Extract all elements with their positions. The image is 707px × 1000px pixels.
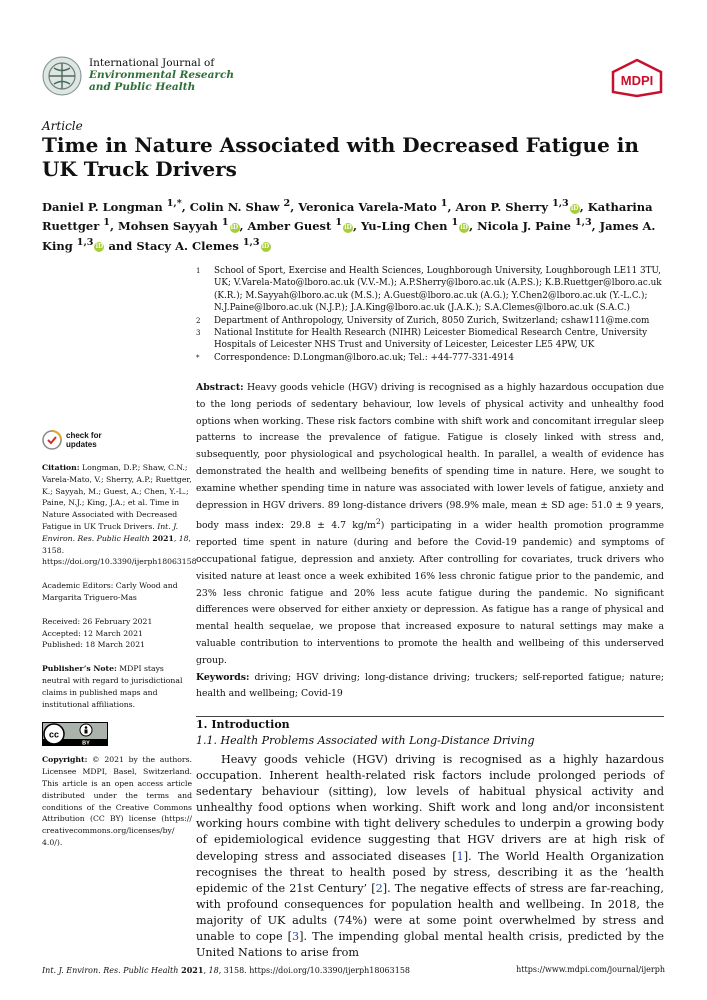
orcid-icon[interactable]: iD bbox=[95, 243, 104, 251]
affiliation-number: * bbox=[196, 353, 200, 362]
citation-text: Longman, D.P.; Shaw, C.N.; Varela-Mato, V.; Sherry, A.P.; Ruettger, K.; Sayyah, M.; Guest, A.; Chen, Y.-L.; Paine, N.J.; King, J.A.; et al. Time in Nature Associated with Decreased Fatigue in UK Truck Drivers. bbox=[42, 463, 192, 531]
citation-volume: , 18 bbox=[173, 533, 189, 543]
accepted-date: Accepted: 12 March 2021 bbox=[42, 628, 143, 638]
article-title: Time in Nature Associated with Decreased Fatigue in UK Truck Drivers bbox=[42, 133, 639, 181]
author-affiliation-mark: 1 bbox=[103, 217, 110, 229]
citation-label: Citation: bbox=[42, 463, 80, 472]
journal-name-line3: and Public Health bbox=[89, 81, 196, 93]
footer-volume: , 18 bbox=[203, 966, 219, 975]
cc-by-license-icon[interactable] bbox=[42, 722, 108, 746]
section-title: 1. Introduction bbox=[196, 718, 290, 731]
author-separator: and bbox=[104, 238, 137, 253]
affiliation-item bbox=[196, 352, 674, 364]
journal-name-line1: International Journal of bbox=[89, 57, 215, 69]
intro-text-2: ]. The World Health Organization recognises the threat to health posed by stress, describing it as the ‘health epidemic of the 21st Century’ [ bbox=[196, 849, 664, 895]
abstract-text-2: ) participating in a wider health promotion programme reported time spent in nature (during and before the Covid-19 pandemic) and symptoms of occupational fatigue, depression and anxiety. After controlling for covariates, truck drivers who visited nature at least once a week exhibited 16% less chronic fatigue prior to the pandemic, and 23% less chronic fatigue and 20% less acute fatigue during the pandemic. No significant differences were observed for either anxiety or depression. As fatigue has a range of physical and mental health sequelae, we propose that increased exposure to natural settings may make a valuable contribution to interventions to promote the health and wellbeing of this underserved group. bbox=[196, 520, 665, 666]
published-date: Published: 18 March 2021 bbox=[42, 640, 145, 650]
author-separator: , bbox=[469, 219, 478, 234]
author-affiliation-mark: 1 bbox=[440, 198, 448, 209]
body-section bbox=[196, 717, 664, 961]
journal-logo-icon bbox=[42, 56, 82, 96]
cc-badge-label: cc bbox=[48, 729, 60, 740]
author-separator: , bbox=[591, 219, 600, 234]
orcid-icon[interactable]: iD bbox=[261, 243, 270, 251]
received-date: Received: 26 February 2021 bbox=[42, 616, 153, 626]
author-affiliation-mark: 1,3 bbox=[552, 198, 569, 209]
affiliation-item bbox=[196, 327, 674, 352]
citation-year: 2021 bbox=[149, 533, 174, 543]
abstract bbox=[196, 380, 664, 670]
orcid-icon[interactable]: iD bbox=[570, 204, 579, 212]
subsection-title: 1.1. Health Problems Associated with Long-Distance Driving bbox=[196, 734, 535, 747]
check-updates-line1: check for bbox=[66, 431, 102, 440]
check-updates-line2: updates bbox=[66, 440, 97, 449]
footer-journal: Int. J. Environ. Res. Public Health bbox=[42, 966, 179, 975]
author-separator: , bbox=[447, 199, 456, 214]
author-affiliation-mark: 1,* bbox=[166, 198, 182, 209]
abstract-section bbox=[196, 380, 664, 731]
intro-text-1: Heavy goods vehicle (HGV) driving is recognised as a highly hazardous occupation. Inherent health-related risk factors include prolonged periods of sedentary behaviour (sitting), low levels of habitual physical activity and unhealthy food options when working. Shift work and long and/or inconsistent working hours combine with tight delivery schedules to underpin a growing body of epidemiological evidence suggesting that HGV drivers are at high risk of developing stress and associated diseases [ bbox=[196, 753, 664, 863]
abstract-superscript: 2 bbox=[375, 517, 381, 527]
check-for-updates-button[interactable] bbox=[42, 430, 192, 450]
footer-year: 2021 bbox=[178, 965, 204, 975]
mdpi-logo-text: MDPI bbox=[620, 73, 654, 88]
author-list bbox=[42, 196, 662, 254]
affiliation-number: 3 bbox=[196, 329, 201, 338]
journal-name-line2: Environmental Research bbox=[89, 69, 234, 81]
author-separator: , bbox=[239, 219, 248, 234]
author-affiliation-mark: 1 bbox=[221, 217, 229, 229]
abstract-text-1: Heavy goods vehicle (HGV) driving is recognised as a highly hazardous occupation due to the long periods of sedentary behaviour, low levels of physical activity and unhealthy food options when working. These risk factors combine with shift work and concomitant irregular sleep patterns to increase the prevalence of fatigue. Fatigue is closely linked with stress and, subsequently, poor physiological and psychological health. In parallel, a wealth of evidence has demonstrated the health and wellbeing benefits of spending time in nature. Here, we sought to examine whether spending time in nature was associated with lower levels of fatigue, anxiety and depression in HGV drivers. 89 long-distance drivers (98.9% male, mean ± SD age: 51.0 ± 9 years, body mass index: 29.8 ± 4.7 kg/m bbox=[196, 382, 664, 532]
reference-link-3[interactable]: 3 bbox=[292, 930, 300, 944]
affiliation-item bbox=[196, 315, 674, 327]
dates-block bbox=[42, 616, 192, 651]
citation-doi[interactable]: , 3158. https://doi.org/10.3390/ijerph18063158 bbox=[42, 533, 197, 567]
journal-name bbox=[89, 57, 234, 93]
sidebar bbox=[42, 430, 197, 861]
author-name: Colin N. Shaw bbox=[189, 199, 280, 214]
author-affiliation-mark: 1 bbox=[451, 217, 459, 229]
affiliations bbox=[196, 265, 674, 364]
footer-citation bbox=[42, 965, 410, 975]
author-affiliation-mark: 1,3 bbox=[242, 236, 260, 248]
author-name: Mohsen Sayyah bbox=[117, 219, 218, 234]
keywords-text: driving; HGV driving; long-distance driving; truckers; self-reported fatigue; nature; health and wellbeing; Covid-19 bbox=[196, 671, 664, 700]
author-name: Stacy A. Clemes bbox=[136, 238, 239, 253]
copyright-label: Copyright: bbox=[42, 755, 88, 765]
author-separator: , bbox=[579, 199, 588, 214]
affiliation-number: 2 bbox=[196, 316, 201, 325]
copyright-block bbox=[42, 754, 192, 848]
mdpi-logo bbox=[609, 58, 665, 98]
affiliation-text: Department of Anthropology, University of Zurich, 8050 Zurich, Switzerland; cshaw111@me.com bbox=[214, 315, 650, 326]
author-affiliation-mark: 2 bbox=[283, 198, 291, 209]
cc-badge-by: BY bbox=[82, 740, 90, 747]
check-updates-icon bbox=[42, 430, 62, 450]
citation-block bbox=[42, 462, 197, 568]
keywords-label: Keywords: bbox=[196, 671, 250, 683]
intro-text-3: ]. The negative effects of stress are far-reaching, with profound consequences for population health and wellbeing. In 2018, the majority of UK adults (74%) were at some point overwhelmed by stress and unable to cope [ bbox=[196, 881, 664, 944]
author-name: Yu-Ling Chen bbox=[361, 219, 448, 234]
author-separator: , bbox=[290, 199, 299, 214]
author-name: Katharina Ruettger bbox=[42, 199, 653, 234]
footer-journal-url[interactable]: https://www.mdpi.com/journal/ijerph bbox=[516, 965, 665, 974]
abstract-label: Abstract: bbox=[196, 382, 244, 393]
article-type: Article bbox=[42, 119, 83, 133]
affiliation-item bbox=[196, 265, 674, 315]
author-name: Aron P. Sherry bbox=[455, 199, 549, 214]
reference-link-2[interactable]: 2 bbox=[375, 881, 383, 895]
academic-editors: Academic Editors: Carly Wood and Margarita Triguero-Mas bbox=[42, 581, 178, 602]
author-separator: , bbox=[109, 219, 118, 234]
reference-link-1[interactable]: 1 bbox=[456, 849, 464, 863]
publisher-note-text: MDPI stays neutral with regard to jurisdictional claims in published maps and institutional affiliations. bbox=[42, 664, 183, 709]
affiliation-text: School of Sport, Exercise and Health Sciences, Loughborough University, Loughborough LE11 3TU, UK; V.Varela-Mato@lboro.ac.uk (V.V.-M.); A.P.Sherry@lboro.ac.uk (A.P.S.); K.B.Ruettger@lboro.ac.uk (K.R.); M.Sayyah@lboro.ac.uk (M.S.); A.Guest@lboro.ac.uk (A.G.); Y.Chen2@lboro.ac.uk (Y.-L.C.); N.J.Paine@lboro.ac.uk (N.J.P.); J.A.King@lboro.ac.uk (J.A.K.); S.A.Clemes@lboro.ac.uk (S.A.C.) bbox=[214, 266, 662, 314]
publisher-note bbox=[42, 663, 192, 710]
author-name: Amber Guest bbox=[247, 219, 332, 234]
intro-text-4: ]. The impending global mental health crisis, predicted by the United Nations to arise from bbox=[196, 930, 664, 960]
author-separator: , bbox=[181, 199, 190, 214]
author-affiliation-mark: 1,3 bbox=[574, 217, 592, 229]
orcid-icon[interactable]: iD bbox=[344, 224, 352, 232]
footer-doi[interactable]: , 3158. https://doi.org/10.3390/ijerph18063158 bbox=[218, 966, 411, 975]
author-name: Nicola J. Paine bbox=[477, 219, 571, 234]
author-affiliation-mark: 1 bbox=[335, 217, 343, 229]
author-name: Veronica Varela-Mato bbox=[298, 199, 437, 214]
orcid-icon[interactable]: iD bbox=[230, 224, 239, 232]
publisher-note-label: Publisher’s Note: bbox=[42, 664, 117, 674]
affiliation-text: Correspondence: D.Longman@lboro.ac.uk; Tel.: +44-777-331-4914 bbox=[214, 352, 514, 363]
copyright-text: © 2021 by the authors. Licensee MDPI, Basel, Switzerland. This article is an open access article distributed under the terms and conditions of the Creative Commons Attribution (CC BY) license (https:// creativecommons.org/licenses/by/ 4.0/). bbox=[42, 755, 192, 847]
author-name: James A. King bbox=[42, 219, 656, 253]
intro-paragraph bbox=[196, 752, 664, 961]
author-affiliation-mark: 1,3 bbox=[76, 236, 94, 248]
author-name: Daniel P. Longman bbox=[42, 199, 163, 214]
author-separator: , bbox=[353, 219, 362, 234]
affiliation-text: National Institute for Health Research (NIHR) Leicester Biomedical Research Centre, University Hospitals of Leicester NHS Trust and University of Leicester, Leicester LE5 4PW, UK bbox=[214, 328, 648, 351]
orcid-icon[interactable]: iD bbox=[460, 224, 468, 232]
citation-journal: Int. J. Environ. Res. Public Health bbox=[42, 521, 179, 543]
affiliation-number: 1 bbox=[196, 267, 201, 275]
keywords bbox=[196, 670, 664, 704]
